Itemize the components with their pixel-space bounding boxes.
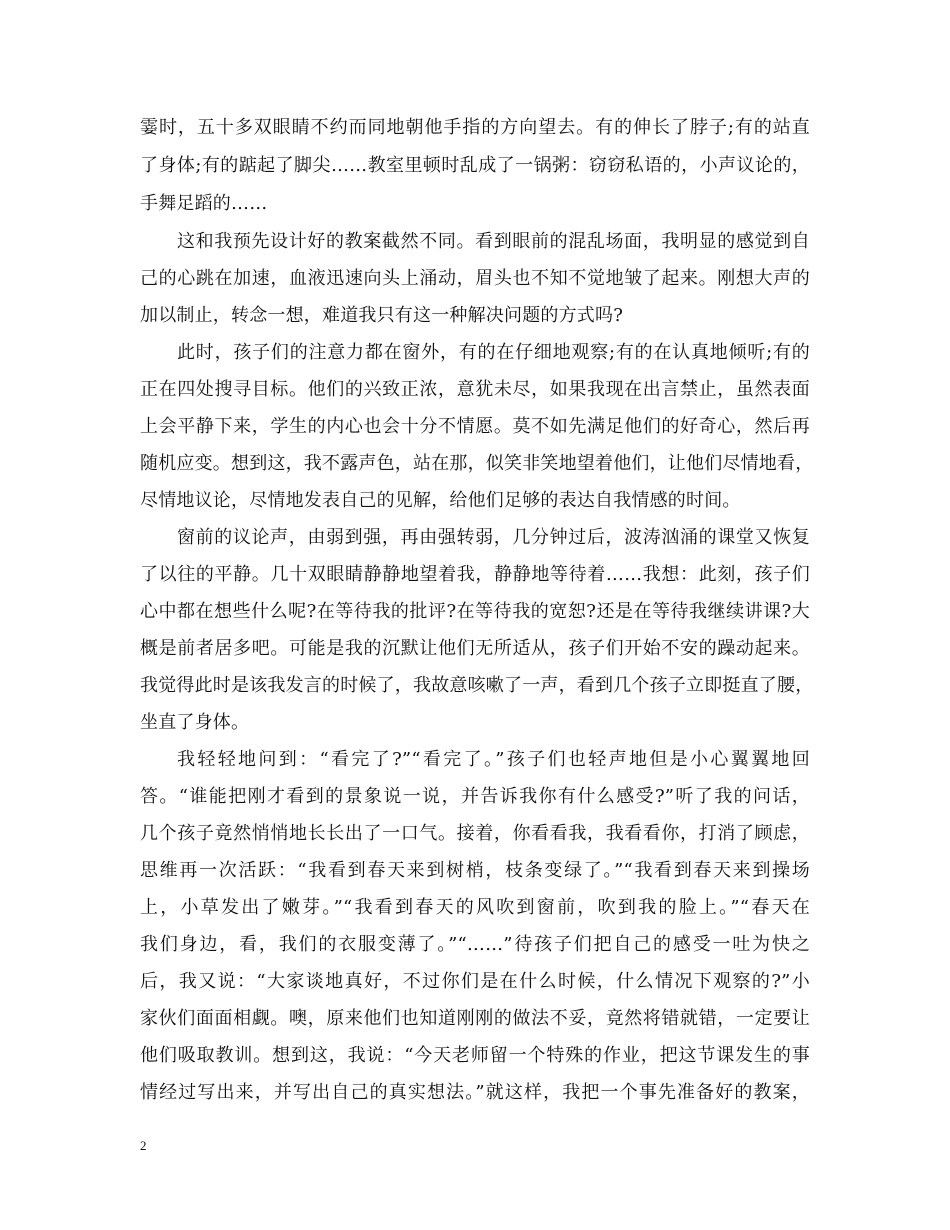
text-line: 家伙们面面相觑。噢，原来他们也知道刚刚的做法不妥，竟然将错就错，一定要让	[140, 1008, 810, 1029]
text-line: 此时，孩子们的注意力都在窗外，有的在仔细地观察;有的在认真地倾听;有的	[177, 342, 810, 363]
text-line: 尽情地议论，尽情地发表自己的见解，给他们足够的表达自我情感的时间。	[140, 490, 741, 511]
text-line: 上会平静下来，学生的内心也会十分不情愿。莫不如先满足他们的好奇心，然后再	[140, 416, 810, 437]
text-line: 几个孩子竟然悄悄地长长出了一口气。接着，你看看我，我看看你，打消了顾虑，	[140, 823, 810, 844]
text-line: 后，我又说：“大家谈地真好，不过你们是在什么时候，什么情况下观察的?”小	[140, 971, 810, 992]
text-line: 上，小草发出了嫩芽。”“我看到春天的风吹到窗前，吹到我的脸上。”“春天在	[140, 897, 810, 918]
text-line: 我觉得此时是该我发言的时候了，我故意咳嗽了一声，看到几个孩子立即挺直了腰，	[140, 675, 814, 696]
text-line: 这和我预先设计好的教案截然不同。看到眼前的混乱场面，我明显的感觉到自	[177, 231, 810, 252]
text-line: 霎时，五十多双眼睛不约而同地朝他手指的方向望去。有的伸长了脖子;有的站直	[140, 117, 810, 138]
text-line: 答。“谁能把刚才看到的景象说一说，并告诉我你有什么感受?”听了我的问话，	[140, 786, 810, 807]
text-line: 手舞足蹈的……	[140, 193, 268, 214]
text-line: 坐直了身体。	[140, 712, 250, 733]
text-line: 我们身边，看，我们的衣服变薄了。”“……”待孩子们把自己的感受一吐为快之	[140, 934, 810, 955]
text-line: 窗前的议论声，由弱到强，再由强转弱，几分钟过后，波涛汹涌的课堂又恢复	[177, 527, 810, 548]
text-line: 我轻轻地问到：“看完了?”“看完了。”孩子们也轻声地但是小心翼翼地回	[177, 749, 810, 770]
text-line: 了身体;有的踮起了脚尖……教室里顿时乱成了一锅粥：窃窃私语的，小声议论的，	[140, 155, 810, 176]
text-line: 了以往的平静。几十双眼睛静静地望着我，静静地等待着……我想：此刻，孩子们	[140, 564, 810, 585]
text-line: 己的心跳在加速，血液迅速向头上涌动，眉头也不知不觉地皱了起来。刚想大声的	[140, 268, 810, 289]
text-line: 他们吸取教训。想到这，我说：“今天老师留一个特殊的作业，把这节课发生的事	[140, 1045, 810, 1066]
page-number: 2	[140, 1138, 147, 1153]
text-line: 随机应变。想到这，我不露声色，站在那，似笑非笑地望着他们，让他们尽情地看，	[140, 453, 814, 474]
text-line: 加以制止，转念一想，难道我只有这一种解决问题的方式吗?	[140, 305, 624, 326]
text-line: 心中都在想些什么呢?在等待我的批评?在等待我的宽恕?还是在等待我继续讲课?大	[140, 601, 810, 622]
text-line: 情经过写出来，并写出自己的真实想法。”就这样，我把一个事先准备好的教案，	[140, 1082, 810, 1103]
text-line: 正在四处搜寻目标。他们的兴致正浓，意犹未尽，如果我现在出言禁止，虽然表面	[140, 379, 810, 400]
text-line: 概是前者居多吧。可能是我的沉默让他们无所适从，孩子们开始不安的躁动起来。	[140, 638, 810, 659]
text-line: 思维再一次活跃：“我看到春天来到树梢，枝条变绿了。”“我看到春天来到操场	[140, 860, 810, 881]
